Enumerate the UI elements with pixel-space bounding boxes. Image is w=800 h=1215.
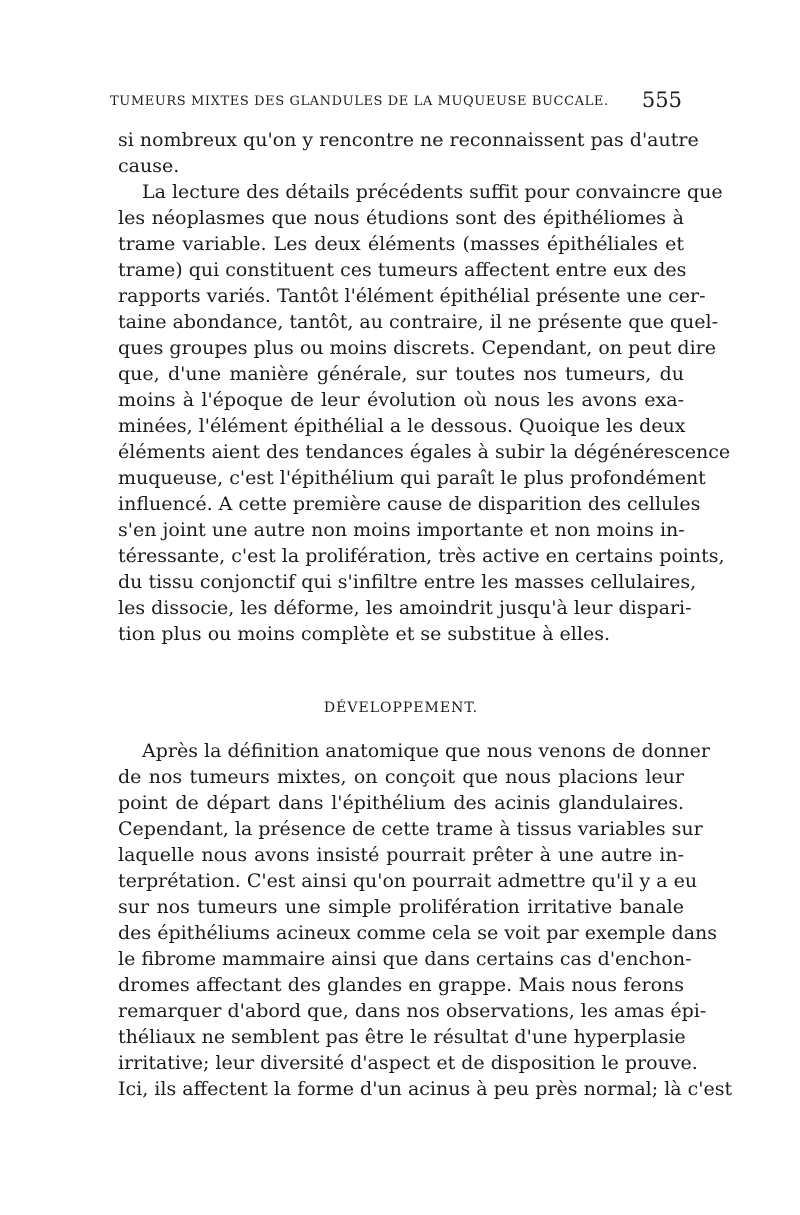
text-line: remarquer d'abord que, dans nos observations, les amas épi- — [118, 1000, 707, 1022]
text-line: dromes affectant des glandes en grappe. Mais nous ferons — [118, 974, 684, 996]
text-line: trame) qui constituent ces tumeurs affectent entre eux des — [118, 259, 687, 281]
text-line: s'en joint une autre non moins importante et non moins in- — [118, 519, 685, 541]
text-line: tion plus ou moins complète et se substitue à elles. — [118, 623, 610, 645]
text-line: théliaux ne semblent pas être le résultat d'une hyperplasie — [118, 1026, 686, 1048]
text-line: Après la définition anatomique que nous venons de donner — [142, 740, 710, 762]
text-line: taine abondance, tantôt, au contraire, il ne présente que quel- — [118, 311, 719, 333]
text-line: ques groupes plus ou moins discrets. Cependant, on peut dire — [118, 337, 716, 359]
text-line: terprétation. C'est ainsi qu'on pourrait admettre qu'il y a eu — [118, 870, 698, 892]
text-line: les néoplasmes que nous étudions sont des épithéliomes à — [118, 207, 684, 229]
text-line: trame variable. Les deux éléments (masses épithéliales et — [118, 233, 684, 255]
text-line: si nombreux qu'on y rencontre ne reconnaissent pas d'autre — [118, 129, 699, 151]
text-line: des épithéliums acineux comme cela se voit par exemple dans — [118, 922, 718, 944]
text-line: les dissocie, les déforme, les amoindrit jusqu'à leur dispari- — [118, 597, 692, 619]
running-title: TUMEURS MIXTES DES GLANDULES DE LA MUQUEUSE BUCCALE. — [110, 94, 609, 109]
text-line: La lecture des détails précédents suffit pour convaincre que — [142, 181, 723, 203]
text-line: cause. — [118, 155, 180, 177]
text-line: Ici, ils affectent la forme d'un acinus à peu près normal; là c'est — [118, 1078, 733, 1100]
text-line: laquelle nous avons insisté pourrait prêter à une autre in- — [118, 844, 684, 866]
text-line: que, d'une manière générale, sur toutes nos tumeurs, du — [118, 363, 684, 385]
text-line: éléments aient des tendances égales à subir la dégénérescence — [118, 441, 731, 463]
text-line: moins à l'époque de leur évolution où nous les avons exa- — [118, 389, 684, 411]
text-line: minées, l'élément épithélial a le dessous. Quoique les deux — [118, 415, 686, 437]
text-line: point de départ dans l'épithélium des acinis glandulaires. — [118, 792, 684, 814]
page-number: 555 — [641, 88, 682, 112]
text-line: irritative; leur diversité d'aspect et de disposition le prouve. — [118, 1052, 698, 1074]
running-head — [110, 88, 682, 116]
text-line: le fibrome mammaire ainsi que dans certains cas d'enchon- — [118, 948, 692, 970]
text-line: muqueuse, c'est l'épithélium qui paraît le plus profondément — [118, 467, 706, 489]
text-line: de nos tumeurs mixtes, on conçoit que nous placions leur — [118, 766, 684, 788]
text-line: rapports variés. Tantôt l'élément épithélial présente une cer- — [118, 285, 706, 307]
text-line: sur nos tumeurs une simple prolifération irritative banale — [118, 896, 684, 918]
text-line: du tissu conjonctif qui s'infiltre entre les masses cellulaires, — [118, 571, 697, 593]
text-line: Cependant, la présence de cette trame à tissus variables sur — [118, 818, 703, 840]
text-line: téressante, c'est la prolifération, très active en certains points, — [118, 545, 725, 567]
section-heading: DÉVELOPPEMENT. — [323, 700, 479, 716]
text-line: influencé. A cette première cause de disparition des cellules — [118, 493, 701, 515]
